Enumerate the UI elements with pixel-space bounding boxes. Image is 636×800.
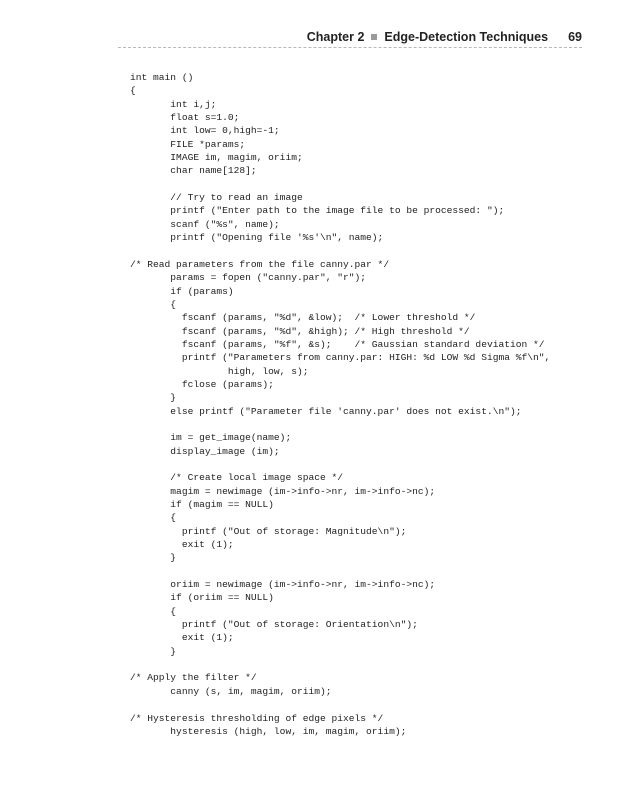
code-line: fscanf (params, "%f", &s); /* Gaussian standard deviation */ <box>130 338 545 350</box>
code-line: printf ("Out of storage: Magnitude\n"); <box>130 525 407 537</box>
code-line: { <box>130 512 177 524</box>
code-line: { <box>130 605 177 617</box>
code-line: fclose (params); <box>130 378 274 390</box>
code-line: /* Apply the filter */ <box>130 672 257 684</box>
code-line: /* Read parameters from the file canny.par */ <box>130 258 390 270</box>
code-line <box>130 658 550 671</box>
code-line <box>130 244 550 257</box>
code-line: exit (1); <box>130 539 234 551</box>
code-line: high, low, s); <box>130 365 309 377</box>
code-line: int low= 0,high=-1; <box>130 125 280 137</box>
code-line: } <box>130 645 177 657</box>
code-line <box>130 458 550 471</box>
code-line: int main () <box>130 72 194 83</box>
code-line: canny (s, im, magim, oriim); <box>130 685 332 697</box>
code-line: /* Hysteresis thresholding of edge pixels */ <box>130 712 384 724</box>
code-listing <box>130 71 550 738</box>
code-line: oriim = newimage (im->info->nr, im->info->nc); <box>130 579 436 591</box>
code-line <box>130 565 550 578</box>
code-line: printf ("Out of storage: Orientation\n"); <box>130 619 418 631</box>
code-line: // Try to read an image <box>130 192 303 204</box>
page-number: 69 <box>568 30 582 44</box>
header-divider <box>118 47 582 48</box>
separator-square-icon <box>371 34 377 40</box>
chapter-title: Edge-Detection Techniques <box>384 30 549 44</box>
code-line: printf ("Enter path to the image file to be processed: "); <box>130 205 505 217</box>
code-line: IMAGE im, magim, oriim; <box>130 152 303 164</box>
code-line: else printf ("Parameter file 'canny.par' does not exist.\n"); <box>130 405 522 417</box>
code-line <box>130 178 550 191</box>
code-line: char name[128]; <box>130 165 257 177</box>
code-line: magim = newimage (im->info->nr, im->info->nc); <box>130 485 436 497</box>
code-line: params = fopen ("canny.par", "r"); <box>130 272 367 284</box>
code-line: int i,j; <box>130 98 217 110</box>
code-line: if (magim == NULL) <box>130 499 274 510</box>
code-line: printf ("Parameters from canny.par: HIGH: %d LOW %d Sigma %f\n", <box>130 352 551 364</box>
code-line: im = get_image(name); <box>130 432 292 444</box>
chapter-label: Chapter 2 <box>306 30 365 44</box>
code-line: hysteresis (high, low, im, magim, oriim); <box>130 725 407 737</box>
code-line: { <box>130 85 136 97</box>
code-line: float s=1.0; <box>130 112 240 124</box>
code-line: exit (1); <box>130 632 234 644</box>
code-line: fscanf (params, "%d", &low); /* Lower threshold */ <box>130 312 476 324</box>
running-header <box>307 30 582 44</box>
code-line: fscanf (params, "%d", &high); /* High threshold */ <box>130 325 470 337</box>
code-line: FILE *params; <box>130 138 246 150</box>
code-line: if (oriim == NULL) <box>130 592 274 604</box>
code-line: printf ("Opening file '%s'\n", name); <box>130 232 384 244</box>
code-line: /* Create local image space */ <box>130 472 344 484</box>
code-line <box>130 418 550 431</box>
code-line <box>130 698 550 711</box>
code-line: scanf ("%s", name); <box>130 218 280 230</box>
code-line: if (params) <box>130 285 234 297</box>
code-line: } <box>130 552 177 564</box>
code-line: { <box>130 298 177 310</box>
code-line: } <box>130 392 177 404</box>
code-line: display_image (im); <box>130 445 280 457</box>
